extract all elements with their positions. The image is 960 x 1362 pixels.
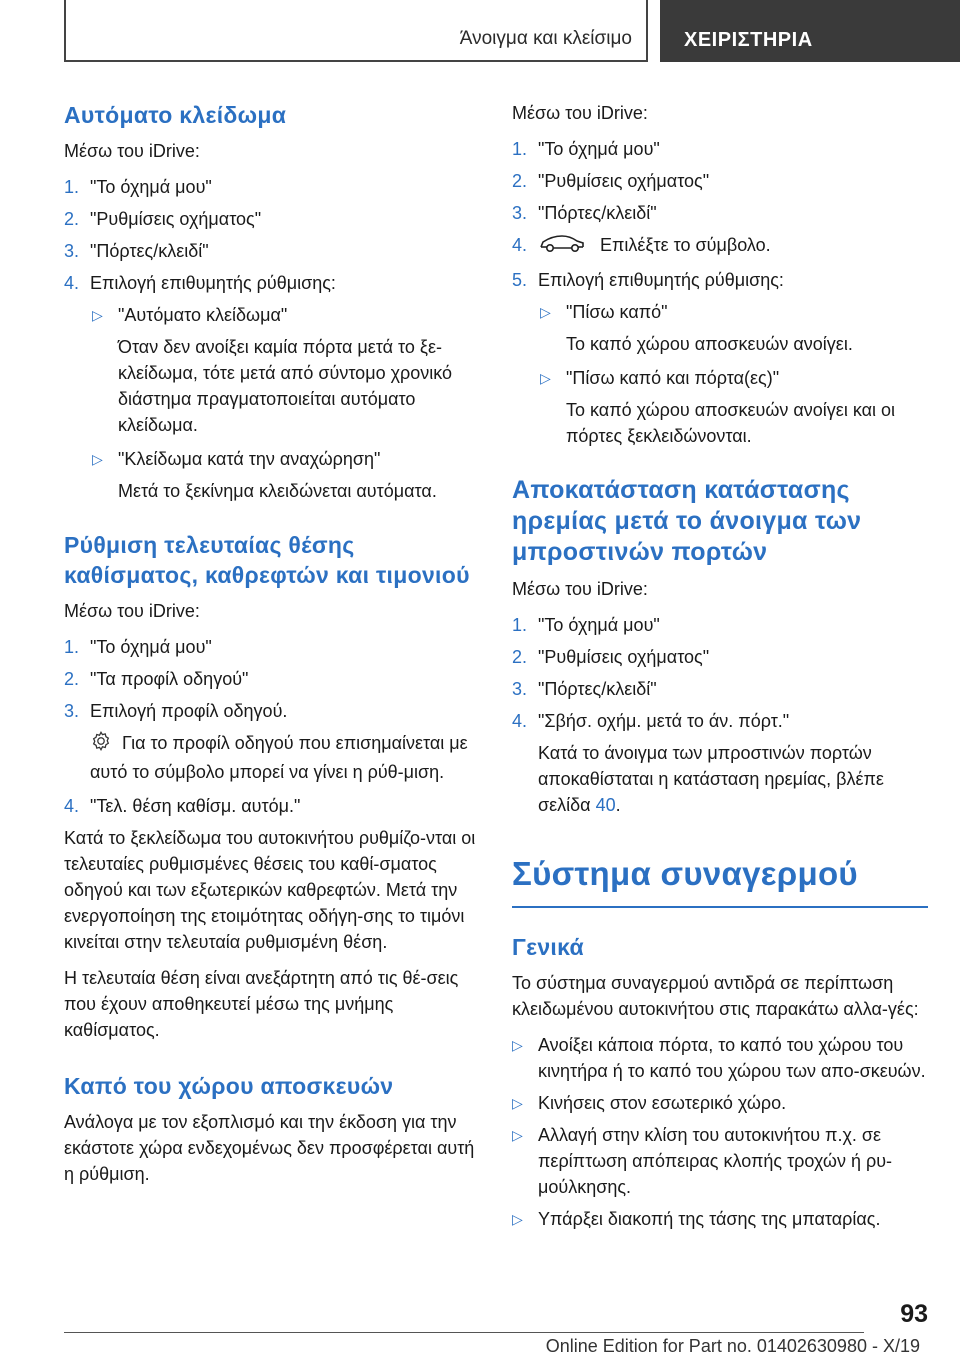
triangle-right-icon: ▷ <box>540 370 551 386</box>
intro-text: Μέσω του iDrive: <box>64 601 200 621</box>
list-item: 4. Επιλέξτε το σύμβολο. <box>512 232 928 261</box>
sub-item: ▷ "Αυτόματο κλείδωμα" <box>90 302 480 328</box>
right-column <box>512 100 928 1238</box>
bullet-item: ▷ Υπάρξει διακοπή της τάσης της μπαταρίας. <box>512 1206 928 1232</box>
triangle-right-icon: ▷ <box>512 1095 523 1111</box>
list-item: 2. "Ρυθμίσεις οχήματος" <box>64 209 262 229</box>
list-item: 1. "Το όχημά μου" <box>512 139 660 159</box>
list-item: 1. "Το όχημά μου" <box>64 637 212 657</box>
header-section-box <box>64 0 648 62</box>
footer-edition: Online Edition for Part no. 01402630980 - X/19 <box>545 1336 920 1356</box>
heading-rest-state: Αποκατάσταση κατάστασης ηρεμίας μετά το άνοιγμα των μπροστινών πορτών <box>512 476 862 566</box>
sub-description: Όταν δεν ανοίξει καμία πόρτα μετά το ξε-κλείδωμα, τότε μετά από σύντομο χρονικό διάστημα πραγματοποιείται αυτόματο κλείδωμα. <box>118 337 453 435</box>
step-note: Για το προφίλ οδηγού που επισημαίνεται με αυτό το σύμβολο μπορεί να γίνει η ρύθ-μιση. <box>90 730 480 785</box>
step-description: Κατά το άνοιγμα των μπροστινών πορτών αποκαθίσταται η κατάσταση ηρεμίας, βλέπε σελίδα 40. <box>538 743 884 815</box>
footer-rule <box>64 1332 864 1333</box>
list-item: 4. "Σβήσ. οχήμ. μετά το άν. πόρτ." <box>512 711 790 731</box>
list-item: 4. Επιλογή επιθυμητής ρύθμισης: <box>64 273 336 293</box>
paragraph: Ανάλογα με τον εξοπλισμό και την έκδοση για την εκάστοτε χώρα ενδεχομένως δεν προσφέρεται αυτή η ρύθμιση. <box>64 1112 475 1184</box>
paragraph: Το σύστημα συναγερμού αντιδρά σε περίπτωση κλειδωμένου αυτοκινήτου στις παρακάτω αλλα-γές: <box>512 973 919 1019</box>
list-item: 3. Επιλογή προφίλ οδηγού. <box>64 701 288 721</box>
heading-trunk-lid: Καπό του χώρου αποσκευών <box>64 1073 394 1099</box>
heading-general: Γενικά <box>512 934 584 960</box>
intro-text: Μέσω του iDrive: <box>64 141 200 161</box>
heading-auto-lock: Αυτόματο κλείδωμα <box>64 102 287 128</box>
header-section-title: Άνοιγμα και κλείσιμο <box>459 28 632 49</box>
intro-text: Μέσω του iDrive: <box>512 579 648 599</box>
heading-alarm-system: Σύστημα συναγερμού <box>512 855 858 892</box>
triangle-right-icon: ▷ <box>512 1037 523 1053</box>
list-item: 3. "Πόρτες/κλειδί" <box>64 241 209 261</box>
list-item: 5. Επιλογή επιθυμητής ρύθμισης: <box>512 270 784 290</box>
list-item: 2. "Ρυθμίσεις οχήματος" <box>512 647 710 667</box>
heading-last-seat-position: Ρύθμιση τελευταίας θέσης καθίσματος, καθρεφτών και τιμονιού <box>64 532 470 588</box>
triangle-right-icon: ▷ <box>512 1127 523 1143</box>
intro-text: Μέσω του iDrive: <box>512 103 648 123</box>
list-item: 3. "Πόρτες/κλειδί" <box>512 203 657 223</box>
triangle-right-icon: ▷ <box>512 1211 523 1227</box>
list-item: 3. "Πόρτες/κλειδί" <box>512 679 657 699</box>
list-item: 2. "Ρυθμίσεις οχήματος" <box>512 171 710 191</box>
sub-item: ▷ "Πίσω καπό και πόρτα(ες)" <box>538 365 928 391</box>
triangle-right-icon: ▷ <box>92 451 103 467</box>
sub-item: ▷ "Πίσω καπό" <box>538 299 928 325</box>
gear-icon <box>90 730 112 759</box>
header-manual-title: ΧΕΙΡΙΣΤΗΡΙΑ <box>660 0 960 62</box>
triangle-right-icon: ▷ <box>92 307 103 323</box>
list-item: 1. "Το όχημά μου" <box>512 615 660 635</box>
list-item: 4. "Τελ. θέση καθίσμ. αυτόμ." <box>64 796 301 816</box>
sub-description: Το καπό χώρου αποσκευών ανοίγει και οι πόρτες ξεκλειδώνονται. <box>566 400 896 446</box>
heading-rule <box>512 906 928 908</box>
triangle-right-icon: ▷ <box>540 304 551 320</box>
bullet-item: ▷ Κινήσεις στον εσωτερικό χώρο. <box>512 1090 928 1116</box>
bullet-item: ▷ Αλλαγή στην κλίση του αυτοκινήτου π.χ. σε περίπτωση απόπειρας κλοπής τροχών ή ρυ-μούλκησης. <box>512 1122 928 1200</box>
sub-description: Μετά το ξεκίνημα κλειδώνεται αυτόματα. <box>118 481 437 501</box>
car-outline-icon <box>538 232 586 261</box>
left-column <box>64 100 480 1197</box>
sub-description: Το καπό χώρου αποσκευών ανοίγει. <box>566 334 853 354</box>
paragraph: Η τελευταία θέση είναι ανεξάρτητη από τις θέ-σεις που έχουν αποθηκευτεί μέσω της μνήμης καθίσματος. <box>64 968 459 1040</box>
paragraph: Κατά το ξεκλείδωμα του αυτοκινήτου ρυθμίζο-νται οι τελευταίες ρυθμισμένες θέσεις του καθί-σματος οδηγού και των εξωτερικών καθρεφτών. Μετά την ενεργοποίηση της ετοιμότητας οδήγη-σης το τιμόνι κινείται στην τελευταία ρυθμισμένη θέση. <box>64 828 476 952</box>
bullet-item: ▷ Ανοίξει κάποια πόρτα, το καπό του χώρου του κινητήρα ή το καπό του χώρου των απο-σκευών. <box>512 1032 928 1084</box>
page-link[interactable]: 40 <box>595 795 616 815</box>
list-item: 2. "Τα προφίλ οδηγού" <box>64 669 249 689</box>
list-item: 1. "Το όχημά μου" <box>64 177 212 197</box>
page-number: 93 <box>900 1300 928 1328</box>
sub-item: ▷ "Κλείδωμα κατά την αναχώρηση" <box>90 446 480 472</box>
